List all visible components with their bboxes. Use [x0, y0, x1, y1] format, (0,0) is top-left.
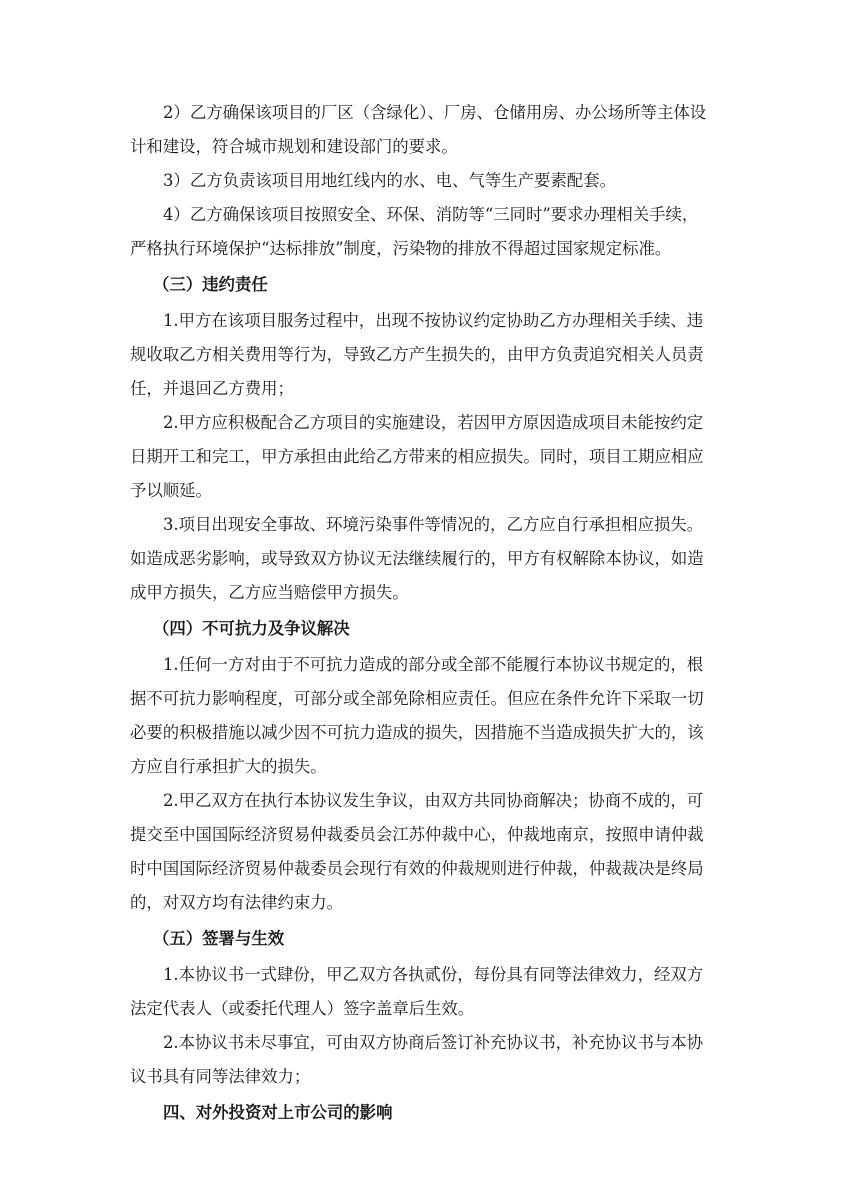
- text-line: 2.甲方应积极配合乙方项目的实施建设，若因甲方原因造成项目未能按约定: [163, 413, 704, 432]
- text-line: 任，并退回乙方费用；: [130, 379, 294, 398]
- text-line: 如造成恶劣影响，或导致双方协议无法继续履行的，甲方有权解除本协议，如造: [130, 549, 704, 568]
- text-line: 1.本协议书一式肆份，甲乙双方各执贰份，每份具有同等法律效力，经双方: [163, 965, 704, 984]
- text-line: 2.本协议书未尽事宜，可由双方协商后签订补充协议书，补充协议书与本协: [163, 1033, 704, 1052]
- text-line: 2.甲乙双方在执行本协议发生争议，由双方共同协商解决；协商不成的，可: [163, 791, 704, 810]
- text-line: 法定代表人（或委托代理人）签字盖章后生效。: [130, 999, 475, 1018]
- text-line: 1.任何一方对由于不可抗力造成的部分或全部不能履行本协议书规定的，根: [163, 655, 704, 674]
- text-line: 成甲方损失，乙方应当赔偿甲方损失。: [130, 583, 409, 602]
- text-line: 3）乙方负责该项目用地红线内的水、电、气等生产要素配套。: [163, 171, 616, 190]
- text-line: 时中国国际经济贸易仲裁委员会现行有效的仲裁规则进行仲裁，仲裁裁决是终局: [130, 859, 704, 878]
- section-heading: （五）签署与生效: [153, 929, 285, 948]
- text-line: 的，对双方均有法律约束力。: [130, 893, 344, 912]
- text-line: 2）乙方确保该项目的厂区（含绿化）、厂房、仓储用房、办公场所等主体设: [163, 103, 707, 122]
- text-line: 方应自行承担扩大的损失。: [130, 757, 327, 776]
- section-heading: （四）不可抗力及争议解决: [153, 619, 350, 638]
- text-line: 必要的积极措施以减少因不可抗力造成的损失，因措施不当造成损失扩大的，该: [130, 723, 704, 742]
- text-line: 议书具有同等法律效力；: [130, 1067, 311, 1086]
- text-line: 规收取乙方相关费用等行为，导致乙方产生损失的，由甲方负责追究相关人员责: [130, 345, 704, 364]
- text-line: 据不可抗力影响程度，可部分或全部免除相应责任。但应在条件允许下采取一切: [130, 689, 704, 708]
- text-line: 严格执行环境保护“达标排放”制度，污染物的排放不得超过国家规定标准。: [130, 239, 672, 258]
- text-line: 3.项目出现安全事故、环境污染事件等情况的，乙方应自行承担相应损失。: [163, 515, 704, 534]
- text-line: 1.甲方在该项目服务过程中，出现不按协议约定协助乙方办理相关手续、违: [163, 311, 704, 330]
- text-line: 计和建设，符合城市规划和建设部门的要求。: [130, 137, 458, 156]
- chapter-heading: 四、对外投资对上市公司的影响: [163, 1103, 393, 1122]
- text-line: 4）乙方确保该项目按照安全、环保、消防等“三同时”要求办理相关手续，: [163, 205, 699, 224]
- text-line: 日期开工和完工，甲方承担由此给乙方带来的相应损失。同时，项目工期应相应: [130, 447, 704, 466]
- text-line: 予以顺延。: [130, 481, 212, 500]
- text-line: 提交至中国国际经济贸易仲裁委员会江苏仲裁中心，仲裁地南京，按照申请仲裁: [130, 825, 704, 844]
- section-heading: （三）违约责任: [153, 275, 268, 294]
